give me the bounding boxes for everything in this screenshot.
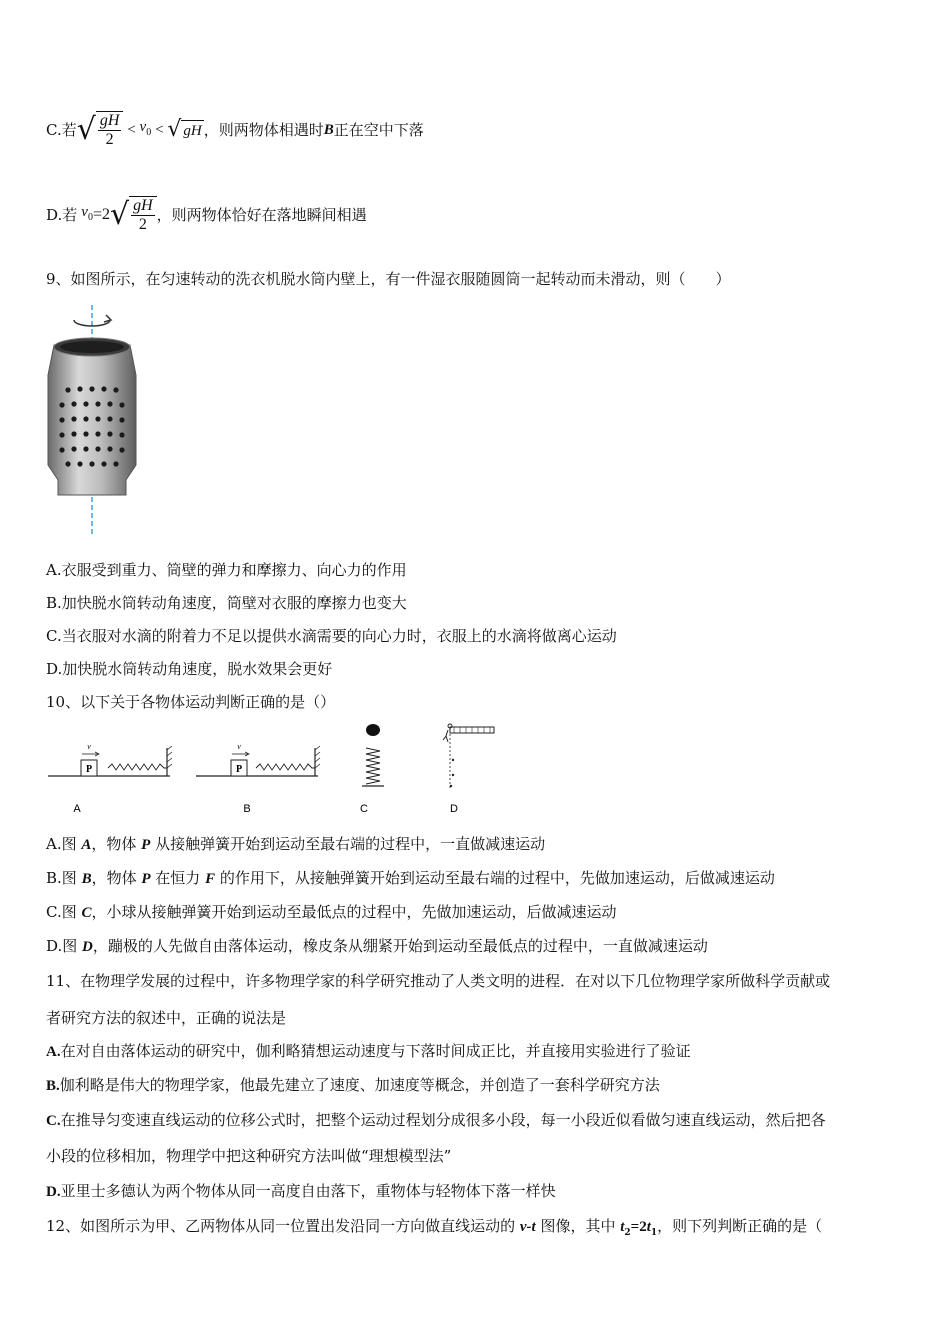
q11-stem-line1: 11、在物理学发展的过程中，许多物理学家的科学研究推动了人类文明的进程．在对以下几位物理学家所做科学贡献或	[46, 972, 831, 990]
svg-text:P: P	[235, 764, 243, 775]
q9-option-b: B.加快脱水筒转动角速度，筒壁对衣服的摩擦力也变大	[46, 594, 407, 612]
q9-option-c: C.当衣服对水滴的附着力不足以提供水滴需要的向心力时，衣服上的水滴将做离心运动	[46, 627, 617, 645]
q10-option-b: B.图 B，物体 P 在恒力 F 的作用下，从接触弹簧开始到运动至最右端的过程中，先做加速运动，后做减速运动	[46, 869, 775, 887]
svg-text:A: A	[73, 803, 81, 815]
v0: $v_0$	[139, 119, 152, 138]
q10-option-d: D.图 D，蹦极的人先做自由落体运动，橡皮条从绷紧开始到运动至最低点的过程中，一直做减速运动	[46, 937, 708, 955]
svg-text:v: v	[237, 742, 241, 751]
figure-d-bungee-jump	[443, 724, 494, 815]
q10-stem: 10、以下关于各物体运动判断正确的是（）	[46, 693, 336, 711]
q9-stem: 9、如图所示，在匀速转动的洗衣机脱水筒内壁上，有一件湿衣服随圆筒一起转动而未滑动，则（ ）	[46, 270, 731, 288]
svg-text:v: v	[87, 742, 91, 751]
q11-option-a: A.在对自由落体运动的研究中，伽利略猜想运动速度与下落时间成正比，并直接用实验进行了验证	[46, 1042, 691, 1060]
figure-a-block-spring	[48, 742, 172, 815]
less-than: <	[126, 122, 137, 138]
q9-option-a: A.衣服受到重力、筒壁的弹力和摩擦力、向心力的作用	[46, 561, 407, 579]
q8-d-prefix: D.若	[46, 206, 78, 224]
v0: $v_0$	[81, 204, 93, 223]
sqrt-gH: √ gH	[167, 117, 202, 142]
q8-option-d: D.若 $v_0$ =2 √ $\frac{gH}{2}$ ，则两物体恰好在落地瞬间相遇	[46, 197, 367, 233]
q10-figures	[44, 720, 514, 820]
svg-text:C: C	[360, 803, 368, 815]
q11-option-c-line1: C.在推导匀变速直线运动的位移公式时，把整个运动过程划分成很多小段，每一小段近似看做匀速直线运动，然后把各	[46, 1111, 826, 1129]
q12-stem: 12、如图所示为甲、乙两物体从同一位置出发沿同一方向做直线运动的 v-t 图像，其中 $t_2=2t_1$，则下列判断正确的是（	[46, 1217, 823, 1238]
sqrt-gH-over-2-d: √ $\frac{gH}{2}$	[110, 196, 157, 234]
spin-dryer-drum-figure	[40, 305, 150, 535]
q11-option-b: B.伽利略是伟大的物理学家，他最先建立了速度、加速度等概念，并创造了一套科学研究方法	[46, 1076, 660, 1094]
q10-option-a: A.图 A，物体 P 从接触弹簧开始到运动至最右端的过程中，一直做减速运动	[46, 835, 546, 853]
svg-text:D: D	[450, 803, 458, 815]
q11-option-c-line2: 小段的位移相加，物理学中把这种研究方法叫做“理想模型法”	[46, 1147, 452, 1165]
q8-option-c: C.若 √ $\frac{gH}{2}$ < $v_0$ < √ gH ，则两物体相遇时 B 正在空中下落	[46, 112, 424, 148]
sqrt-gH-over-2: √ $\frac{gH}{2}$	[77, 111, 124, 149]
less-than-2: <	[154, 122, 165, 138]
q11-stem-line2: 者研究方法的叙述中，正确的说法是	[46, 1009, 287, 1027]
svg-text:B: B	[243, 803, 251, 815]
q10-option-c: C.图 C，小球从接触弹簧开始到运动至最低点的过程中，先做加速运动，后做减速运动	[46, 903, 617, 921]
svg-text:P: P	[85, 764, 93, 775]
q8-c-prefix: C.若	[46, 121, 77, 139]
figure-c-ball-spring	[360, 724, 384, 815]
q11-option-d: D.亚里士多德认为两个物体从同一高度自由落下，重物体与轻物体下落一样快	[46, 1182, 556, 1200]
q9-option-d: D.加快脱水筒转动角速度，脱水效果会更好	[46, 660, 333, 678]
figure-b-block-spring	[196, 742, 320, 815]
